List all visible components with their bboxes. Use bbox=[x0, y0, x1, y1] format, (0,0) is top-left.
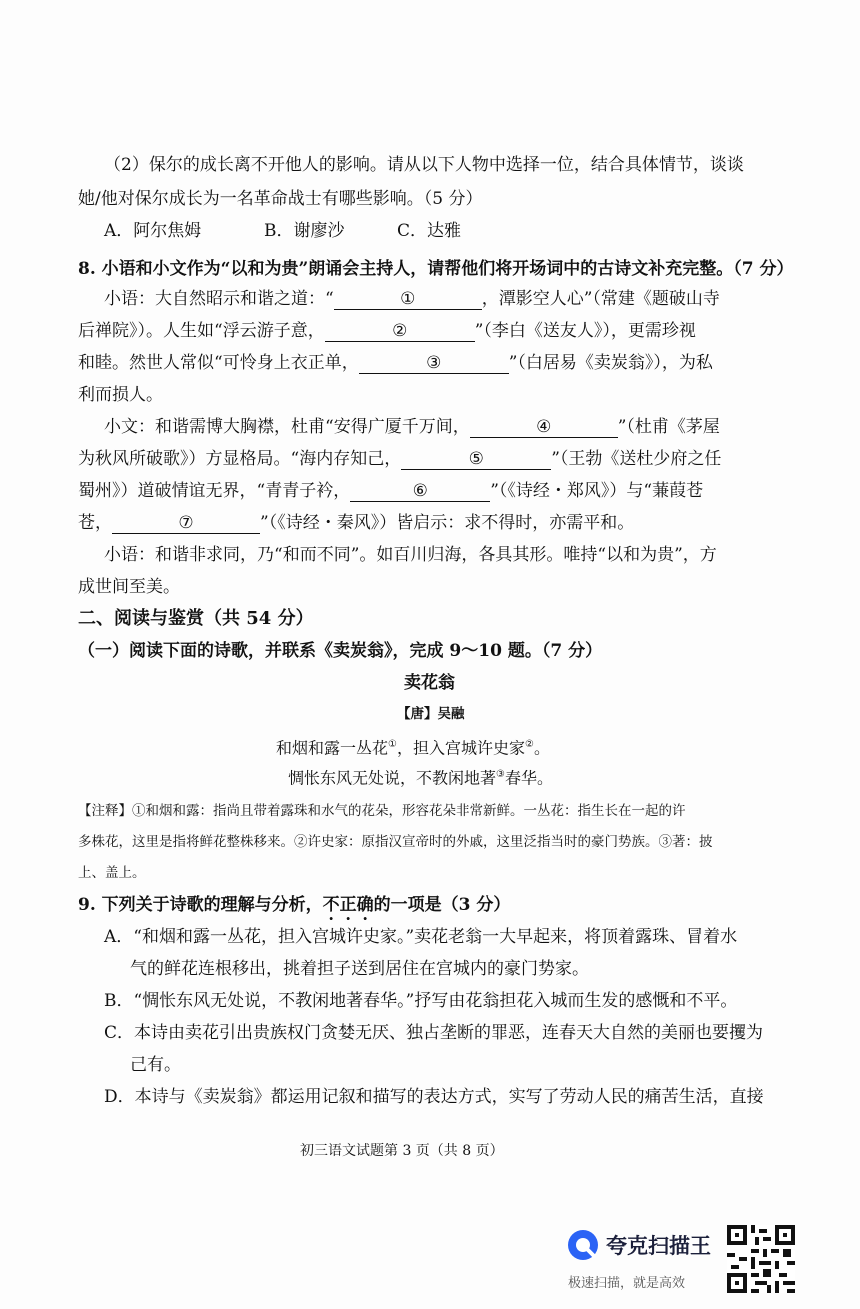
blank-6[interactable]: ⑥ bbox=[350, 481, 490, 502]
note-marker-3: ③ bbox=[496, 769, 505, 780]
section-2-title: 二、阅读与鉴赏（共 54 分） bbox=[78, 608, 314, 629]
q9-option-c-line1: C．本诗由卖花引出贵族权门贪婪无厌、独占垄断的罪恶，连春天大自然的美丽也要攫为 bbox=[104, 1023, 764, 1043]
blank-3[interactable]: ③ bbox=[359, 353, 509, 374]
q8-para2-line1: 小文：和谐需博大胸襟，杜甫“安得广厦千万间， ④ ”（杜甫《茅屋 bbox=[104, 417, 720, 437]
q8-para1-line3: 和睦。然世人常似“可怜身上衣正单， ③ ”（白居易《卖炭翁》），为私 bbox=[78, 353, 713, 373]
q8-para2-line2: 为秋风所破歌》）方显格局。“海内存知己， ⑤ ”（王勃《送杜少府之任 bbox=[78, 449, 722, 469]
q9-option-a-line1: A．“和烟和露一丛花，担入宫城许史家。”卖花老翁一大早起来，将顶着露珠、冒着水 bbox=[104, 927, 738, 947]
notes-line1: 【注释】①和烟和露：指尚且带着露珠和水气的花朵，形容花朵非常新鲜。一丛花：指生长在一起的许 bbox=[78, 803, 686, 819]
emphasis-char: 正 bbox=[339, 895, 357, 915]
q9-stem: 9. 下列关于诗歌的理解与分析，不正确的一项是（3 分） bbox=[78, 895, 511, 915]
poem-line-2: 惆怅东风无处说，不教闲地著③春华。 bbox=[288, 768, 553, 788]
blank-7[interactable]: ⑦ bbox=[112, 513, 260, 534]
qr-code-icon bbox=[727, 1225, 795, 1293]
emphasis-char: 确 bbox=[356, 895, 374, 915]
notes-line3: 上、盖上。 bbox=[78, 865, 146, 881]
q8-para2-line3: 蜀州》）道破情谊无界，“青青子衿， ⑥ ”（《诗经・郑风》）与“蒹葭苍 bbox=[78, 481, 704, 501]
q9-option-d-line1: D．本诗与《卖炭翁》都运用记叙和描写的表达方式，实写了劳动人民的痛苦生活，直接 bbox=[104, 1087, 764, 1107]
q8-para1-line1: 小语：大自然昭示和谐之道：“ ① ，潭影空人心”（常建《题破山寺 bbox=[104, 289, 720, 309]
q8-para3-line2: 成世间至美。 bbox=[78, 577, 180, 597]
note-marker-1: ① bbox=[388, 739, 397, 750]
q7-2-line2: 她/他对保尔成长为一名革命战士有哪些影响。（5 分） bbox=[78, 189, 483, 209]
notes-line2: 多株花，这里是指将鲜花整株移来。②许史家：原指汉宣帝时的外戚，这里泛指当时的豪门势族。③著：披 bbox=[78, 834, 713, 850]
quark-logo-icon bbox=[566, 1228, 600, 1262]
q7-2-option-a: A．阿尔焦姆 bbox=[104, 221, 202, 241]
q9-option-c-line2: 己有。 bbox=[130, 1055, 181, 1075]
q7-2-line1: （2）保尔的成长离不开他人的影响。请从以下人物中选择一位，结合具体情节，谈谈 bbox=[104, 155, 744, 175]
q8-stem: 8. 小语和小文作为“以和为贵”朗诵会主持人，请帮他们将开场词中的古诗文补充完整。（7 分） bbox=[78, 259, 794, 279]
poem-author: 【唐】吴融 bbox=[397, 706, 465, 722]
q8-para1-line4: 利而损人。 bbox=[78, 385, 163, 405]
q9-option-b: B．“惆怅东风无处说，不教闲地著春华。”抒写由花翁担花入城而生发的感慨和不平。 bbox=[104, 991, 738, 1011]
blank-5[interactable]: ⑤ bbox=[401, 449, 551, 470]
note-marker-2: ② bbox=[525, 739, 534, 750]
q8-para1-line2: 后禅院》）。人生如“浮云游子意， ② ”（李白《送友人》），更需珍视 bbox=[78, 321, 696, 341]
blank-1[interactable]: ① bbox=[334, 289, 482, 310]
q8-para3-line1: 小语：和谐非求同，乃“和而不同”。如百川归海，各具其形。唯持“以和为贵”，方 bbox=[104, 545, 717, 565]
poem-line-1: 和烟和露一丛花①，担入宫城许史家②。 bbox=[276, 738, 550, 758]
q8-para2-line4: 苍， ⑦ ”（《诗经・秦风》）皆启示：求不得时，亦需平和。 bbox=[78, 513, 635, 533]
scanner-slogan: 极速扫描，就是高效 bbox=[568, 1276, 686, 1291]
emphasis-char: 不 bbox=[322, 895, 340, 915]
poem-title: 卖花翁 bbox=[404, 673, 455, 693]
section-2-sub1: （一）阅读下面的诗歌，并联系《卖炭翁》，完成 9～10 题。（7 分） bbox=[78, 641, 603, 661]
blank-4[interactable]: ④ bbox=[470, 417, 618, 438]
blank-2[interactable]: ② bbox=[325, 321, 475, 342]
page-number: 初三语文试题第 3 页（共 8 页） bbox=[300, 1143, 504, 1159]
q9-option-a-line2: 气的鲜花连根移出，挑着担子送到居住在宫城内的豪门势家。 bbox=[130, 959, 589, 979]
scanner-watermark bbox=[566, 1226, 716, 1296]
scanner-brand: 夸克扫描王 bbox=[606, 1234, 711, 1258]
q7-2-option-b: B．谢廖沙 bbox=[264, 221, 345, 241]
q7-2-option-c: C．达雅 bbox=[397, 221, 462, 241]
